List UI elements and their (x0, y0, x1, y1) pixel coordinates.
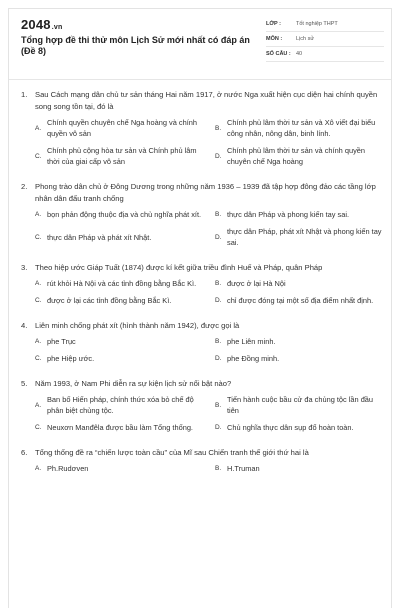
option-letter: A. (35, 465, 42, 472)
option-text: thực dân Pháp và phong kiến tay sai. (227, 210, 350, 219)
option-letter: C. (35, 424, 42, 431)
option-letter: A. (35, 124, 42, 132)
answer-options (35, 394, 383, 433)
option-text: thực dân Pháp, phát xít Nhật và phong kiến tay sai. (227, 227, 382, 247)
question-number: 6. (21, 448, 28, 457)
question-list (21, 89, 383, 488)
question-text: Phong trào dân chủ ở Đông Dương trong những năm 1936 – 1939 đã tập hợp đông đảo các tầng lớp nhân dân đấu tranh chống (35, 182, 376, 203)
document-page (8, 8, 392, 608)
option-text: Neuxơn Manđêla được bầu làm Tổng thống. (47, 423, 193, 432)
question-text: Năm 1993, ở Nam Phi diễn ra sự kiện lịch sử nổi bật nào? (35, 379, 232, 388)
option-letter: B. (215, 465, 222, 472)
answer-options (35, 463, 383, 474)
option-letter: B. (215, 280, 222, 287)
answer-option-c[interactable] (35, 226, 203, 248)
answer-option-a[interactable] (35, 117, 203, 139)
question-stem (21, 262, 383, 274)
question-stem (21, 447, 383, 459)
meta-row-count (266, 47, 384, 62)
answer-option-b[interactable] (215, 117, 383, 139)
option-text: phe Liên minh. (227, 337, 276, 346)
answer-option-d[interactable] (215, 422, 383, 433)
answer-option-b[interactable] (215, 209, 383, 220)
option-letter: B. (215, 124, 222, 132)
question-item (21, 378, 383, 433)
meta-key: MÔN : (266, 36, 283, 42)
answer-option-c[interactable] (35, 295, 203, 306)
answer-option-b[interactable] (215, 394, 383, 416)
option-text: được ở lại Hà Nội (227, 279, 286, 288)
meta-value: Lịch sử (296, 36, 315, 42)
option-text: Tiến hành cuộc bầu cử đa chủng tộc lần đầu tiên (227, 395, 374, 415)
option-text: Chính phủ lâm thời tư sản và chính quyền chuyên chế Nga hoàng (227, 146, 365, 166)
header-divider (9, 79, 391, 80)
question-item (21, 89, 383, 167)
answer-options (35, 209, 383, 248)
answer-options (35, 117, 383, 167)
option-letter: B. (215, 401, 222, 409)
question-stem (21, 378, 383, 390)
question-stem (21, 89, 383, 113)
option-text: phe Hiệp ước. (47, 354, 95, 363)
meta-value: 40 (296, 51, 303, 57)
meta-key: SỐ CÂU : (266, 51, 291, 57)
option-letter: D. (215, 355, 222, 362)
option-letter: D. (215, 233, 222, 241)
option-letter: A. (35, 401, 42, 409)
question-number: 5. (21, 379, 28, 388)
answer-option-c[interactable] (35, 145, 203, 167)
answer-options (35, 336, 383, 364)
option-text: Chính quyền chuyên chế Nga hoàng và chính quyền vô sản (47, 118, 197, 138)
option-text: rút khỏi Hà Nội và các tỉnh đồng bằng Bắc Kì. (47, 279, 197, 288)
meta-row-class (266, 17, 384, 32)
meta-row-subject (266, 32, 384, 47)
question-stem (21, 181, 383, 205)
option-text: Chính phủ cộng hòa tư sản và Chính phủ lâm thời của giai cấp vô sản (47, 146, 197, 166)
answer-option-b[interactable] (215, 463, 383, 474)
option-text: Ban bố Hiến pháp, chính thức xóa bỏ chế độ phân biệt chủng tộc. (47, 395, 194, 415)
logo-text: 2048 (21, 17, 51, 32)
answer-option-d[interactable] (215, 145, 383, 167)
question-number: 3. (21, 263, 28, 272)
meta-value: Tốt nghiệp THPT (296, 21, 338, 27)
option-text: chỉ được đóng tại một số địa điểm nhất định. (227, 296, 374, 305)
answer-option-a[interactable] (35, 278, 203, 289)
meta-key: LỚP : (266, 21, 281, 27)
question-item (21, 262, 383, 306)
answer-option-d[interactable] (215, 295, 383, 306)
option-letter: B. (215, 211, 222, 218)
option-letter: D. (215, 152, 222, 160)
site-logo[interactable] (21, 17, 62, 32)
option-text: được ở lại các tỉnh đồng bằng Bắc Kì. (47, 296, 172, 305)
question-item (21, 181, 383, 248)
option-text: phe Trục (47, 337, 76, 346)
question-text: Liên minh chống phát xít (hình thành năm 1942), được gọi là (35, 321, 240, 330)
option-text: phe Đồng minh. (227, 354, 280, 363)
option-letter: A. (35, 211, 42, 218)
question-text: Tổng thống đề ra “chiến lược toàn cầu” của Mĩ sau Chiến tranh thế giới thứ hai là (35, 448, 309, 457)
option-letter: D. (215, 297, 222, 304)
option-text: Chính phủ lâm thời tư sản và Xô viết đại biểu công nhân, nông dân, binh lính. (227, 118, 376, 138)
option-text: Chủ nghĩa thực dân sụp đổ hoàn toàn. (227, 423, 354, 432)
option-text: thực dân Pháp và phát xít Nhật. (47, 232, 152, 242)
exam-meta-table (266, 17, 384, 62)
option-text: H.Truman (227, 464, 260, 473)
answer-option-c[interactable] (35, 422, 203, 433)
document-header (21, 17, 381, 67)
answer-option-d[interactable] (215, 353, 383, 364)
option-letter: A. (35, 338, 42, 345)
answer-options (35, 278, 383, 306)
answer-option-c[interactable] (35, 353, 203, 364)
question-number: 4. (21, 321, 28, 330)
page-title: Tổng hợp đề thi thử môn Lịch Sử mới nhất có đáp án (Đề 8) (21, 35, 250, 56)
answer-option-a[interactable] (35, 209, 203, 220)
option-text: Ph.Rudơven (47, 464, 89, 473)
option-letter: C. (35, 355, 42, 362)
answer-option-d[interactable] (215, 226, 383, 248)
question-text: Theo hiệp ước Giáp Tuất (1874) được kí kết giữa triều đình Huế và Pháp, quân Pháp (35, 263, 323, 272)
question-item (21, 447, 383, 474)
logo-suffix: .vn (51, 24, 63, 31)
answer-option-a[interactable] (35, 336, 203, 347)
question-stem (21, 320, 383, 332)
answer-option-b[interactable] (215, 336, 383, 347)
question-number: 1. (21, 90, 28, 99)
question-number: 2. (21, 182, 28, 191)
question-text: Sau Cách mạng dân chủ tư sản tháng Hai năm 1917, ở nước Nga xuất hiện cục diện hai chính quyền song song tồn tại, đó là (35, 90, 378, 111)
option-letter: C. (35, 152, 42, 160)
answer-option-a[interactable] (35, 463, 203, 474)
question-item (21, 320, 383, 364)
answer-option-b[interactable] (215, 278, 383, 289)
option-letter: A. (35, 280, 42, 287)
option-text: bọn phản động thuộc địa và chủ nghĩa phát xít. (47, 210, 202, 219)
answer-option-a[interactable] (35, 394, 203, 416)
option-letter: D. (215, 424, 222, 431)
option-letter: C. (35, 233, 42, 241)
option-letter: C. (35, 297, 42, 304)
option-letter: B. (215, 338, 222, 345)
